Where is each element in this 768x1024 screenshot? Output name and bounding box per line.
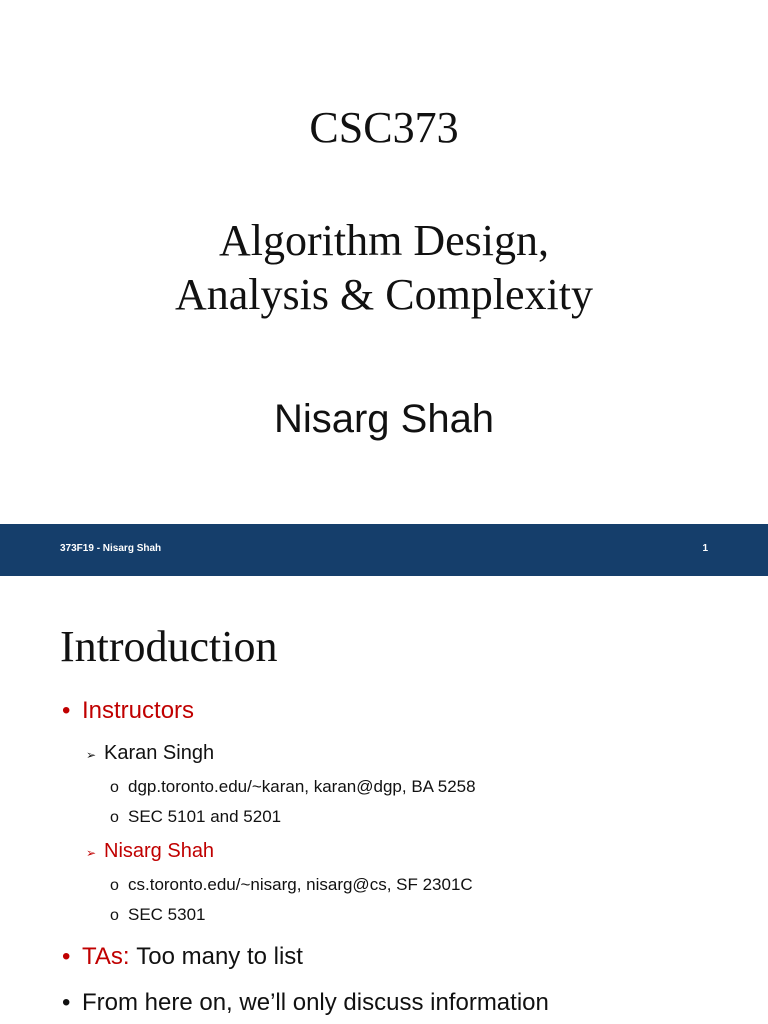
instructor1-info: dgp.toronto.edu/~karan, karan@dgp, BA 5258	[128, 777, 476, 796]
sub-bullet-instructor1	[86, 740, 214, 768]
bullet-discussion-note	[62, 988, 549, 1018]
bullet-circle-icon: o	[110, 809, 119, 826]
instructor2-info: cs.toronto.edu/~nisarg, nisarg@cs, SF 2301C	[128, 875, 473, 894]
sub-sub-bullet-instructor1-info	[110, 776, 476, 799]
instructors-label: Instructors	[82, 697, 195, 724]
bullet-dot-icon: •	[62, 989, 71, 1016]
sub-sub-bullet-instructor2-info	[110, 874, 473, 897]
course-name-line2: Analysis & Complexity	[175, 270, 593, 319]
author-name: Nisarg Shah	[273, 397, 495, 441]
bullet-dot-icon: •	[62, 943, 71, 970]
sub-bullet-instructor2	[86, 838, 214, 866]
bullet-dot-icon: •	[62, 697, 71, 724]
course-code-title: CSC373	[309, 103, 459, 152]
bullet-circle-icon: o	[110, 779, 119, 796]
instructor1-name: Karan Singh	[104, 742, 215, 764]
bullet-arrow-icon: ➢	[86, 748, 97, 762]
footer-course-label: 373F19 - Nisarg Shah	[60, 543, 162, 554]
bullet-tas	[62, 942, 303, 972]
course-name-title	[0, 214, 768, 322]
bullet-arrow-icon: ➢	[86, 846, 97, 860]
slide-footer-bar	[0, 524, 768, 576]
slide-title: Introduction	[60, 622, 278, 671]
course-name-line1: Algorithm Design,	[219, 216, 549, 265]
discussion-note-text: From here on, we’ll only discuss information	[82, 989, 549, 1016]
tas-label: TAs:	[82, 943, 130, 970]
bullet-instructors	[62, 696, 194, 726]
instructor2-sections: SEC 5301	[128, 905, 206, 924]
instructor1-sections: SEC 5101 and 5201	[128, 807, 282, 826]
footer-page-number: 1	[702, 543, 708, 554]
tas-text: Too many to list	[136, 943, 303, 970]
bullet-circle-icon: o	[110, 877, 119, 894]
instructor2-name: Nisarg Shah	[104, 840, 215, 862]
introduction-slide	[0, 576, 768, 1024]
sub-sub-bullet-instructor1-sections	[110, 806, 281, 829]
sub-sub-bullet-instructor2-sections	[110, 904, 206, 927]
bullet-circle-icon: o	[110, 907, 119, 924]
